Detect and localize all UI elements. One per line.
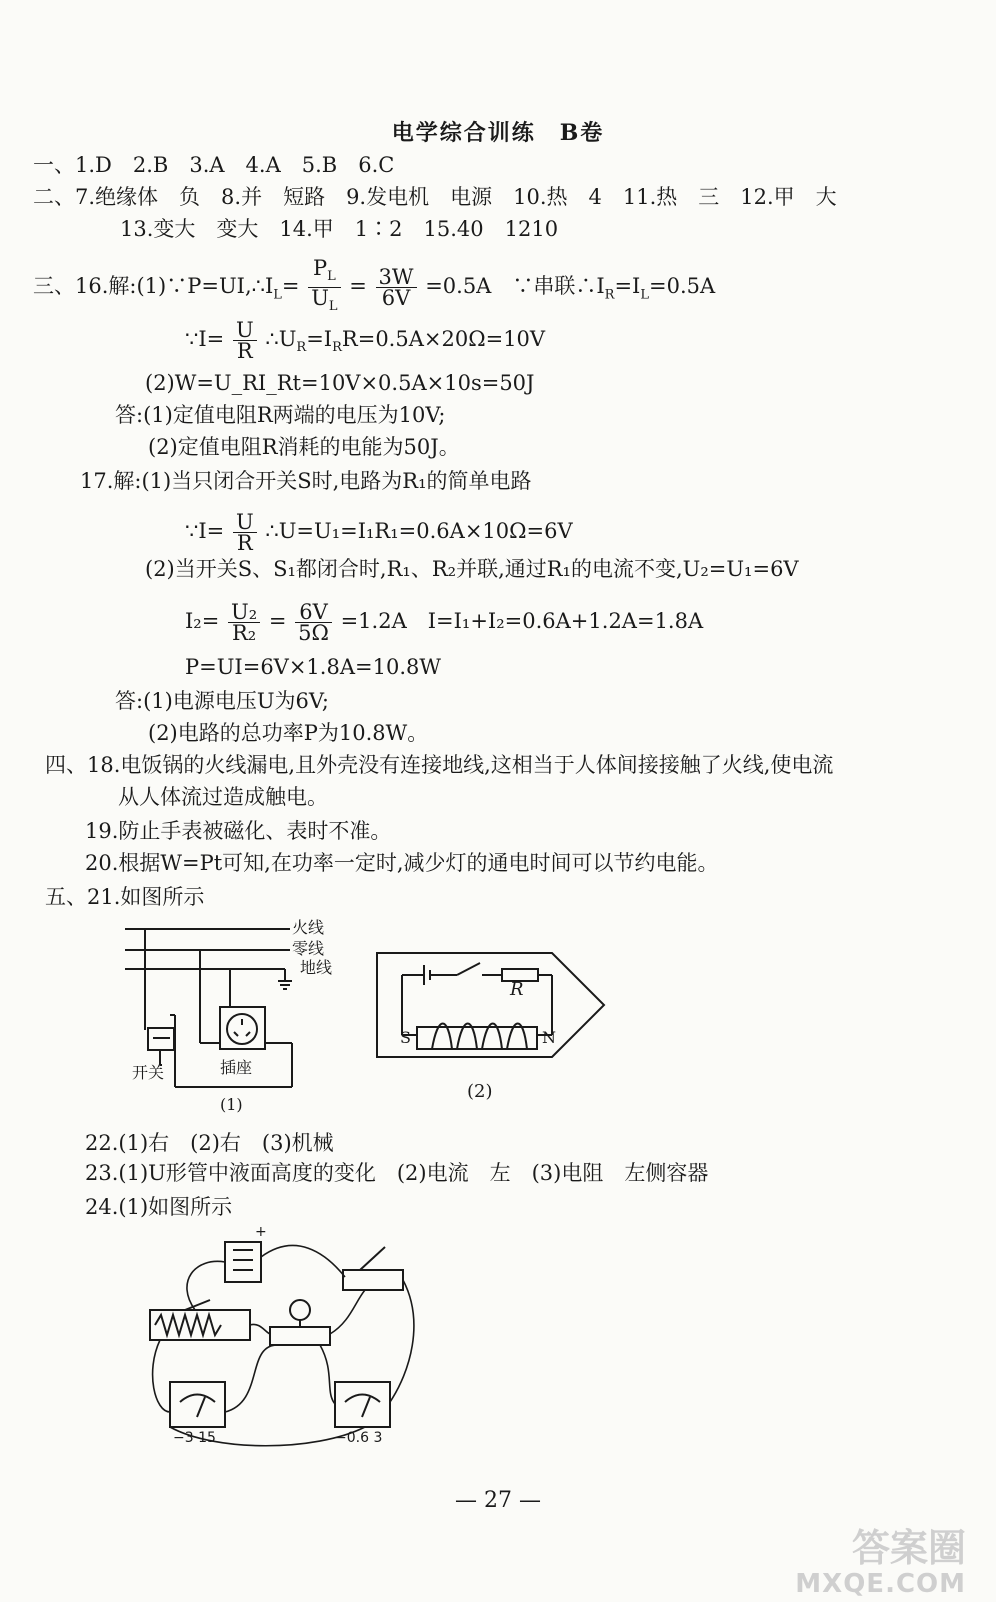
page-number: — 27 — — [455, 1488, 541, 1513]
ammeter-terminal-label: −0.6 3 — [335, 1430, 383, 1446]
voltmeter-terminal-label: −3 15 — [173, 1430, 216, 1446]
experiment-circuit-sketch — [135, 1222, 425, 1452]
q21-line: 五、21.如图所示 — [45, 885, 205, 909]
q19-line: 19.防止手表被磁化、表时不准。 — [85, 819, 392, 843]
q17-answer-2: (2)电路的总功率P为10.8W。 — [148, 721, 429, 745]
south-pole-label: S — [400, 1028, 411, 1047]
figure-1-caption: (1) — [220, 1095, 243, 1114]
electromagnet-diagram — [372, 945, 612, 1105]
answer-line-2: 二、7.绝缘体 负 8.并 短路 9.发电机 电源 10.热 4 11.热 三 12.甲 大 — [33, 185, 837, 209]
q17-answer-1: 答:(1)电源电压U为6V; — [115, 689, 330, 713]
page-title: 电学综合训练 B卷 — [391, 120, 605, 146]
q17-line-2: ∵I= $\frac{U}{R}$ ∴U=U₁=I₁R₁=0.6A×10Ω=6V — [185, 510, 573, 555]
q24-line: 24.(1)如图所示 — [85, 1195, 233, 1219]
resistor-label: R — [510, 979, 524, 1000]
switch-label: 开关 — [132, 1063, 165, 1082]
q16-answer-2: (2)定值电阻R消耗的电能为50J。 — [148, 435, 460, 459]
watermark-logo: 答案圈 MXQE.COM — [795, 1526, 966, 1599]
answer-line-1: 一、1.D 2.B 3.A 4.A 5.B 6.C — [33, 153, 395, 177]
q16-line-3: (2)W=U_RI_Rt=10V×0.5A×10s=50J — [145, 371, 535, 395]
ground-wire-label: 地线 — [300, 958, 333, 977]
q18-line-1: 四、18.电饭锅的火线漏电,且外壳没有连接地线,这相当于人体间接接触了火线,使电流 — [45, 753, 834, 777]
q17-line-1: 17.解:(1)当只闭合开关S时,电路为R₁的简单电路 — [80, 469, 532, 493]
q16-line-2: ∵I= $\frac{U}{R}$ $\therefore U_R=I_RR=0.5A\times 20\Omega=10V$ — [185, 318, 546, 363]
north-pole-label: N — [542, 1028, 556, 1047]
q22-line: 22.(1)右 (2)右 (3)机械 — [85, 1131, 334, 1155]
live-wire-label: 火线 — [292, 918, 325, 937]
figure-2-caption: (2) — [467, 1081, 493, 1102]
q17-line-4: I₂= $\frac{\text{U₂}}{\text{R₂}}$ = $\frac{6V}{5\Omega}$ =1.2A I=I₁+I₂=0.6A+1.2A=1.8A — [185, 600, 704, 645]
q20-line: 20.根据W=Pt可知,在功率一定时,减少灯的通电时间可以节约电能。 — [85, 851, 719, 875]
fraction: $\frac{U}{R}$ — [233, 320, 257, 361]
answer-line-3: 13.变大 变大 14.甲 1∶2 15.40 1210 — [120, 217, 559, 241]
q23-line: 23.(1)U形管中液面高度的变化 (2)电流 左 (3)电阻 左侧容器 — [85, 1161, 709, 1185]
fraction: $\frac{U}{R}$ — [233, 512, 257, 553]
battery-plus-label: + — [255, 1224, 267, 1240]
q17-line-5: P=UI=6V×1.8A=10.8W — [185, 655, 441, 679]
q18-line-2: 从人体流过造成触电。 — [118, 785, 328, 809]
wiring-diagram — [120, 915, 360, 1115]
socket-label: 插座 — [220, 1058, 253, 1077]
q16-line-1: 三、16.解$:(1)\because P=UI,\therefore I_L=$ $\frac{P_L}{U_L}$ = $\frac{3W}{6V}$ =0.5A ∵串联$\therefore I_R=I_L=0.5A$ — [33, 258, 715, 317]
fraction: $\frac{\text{U₂}}{\text{R₂}}$ — [228, 602, 260, 643]
q17-line-3: (2)当开关S、S₁都闭合时,R₁、R₂并联,通过R₁的电流不变,U₂=U₁=6V — [145, 557, 799, 581]
fraction: $\frac{6V}{5\Omega}$ — [295, 602, 332, 643]
q16-answer-1: 答:(1)定值电阻R两端的电压为10V; — [115, 403, 446, 427]
fraction: $\frac{P_L}{U_L}$ — [308, 258, 340, 317]
fraction: $\frac{3W}{6V}$ — [376, 267, 417, 308]
neutral-wire-label: 零线 — [292, 939, 325, 958]
